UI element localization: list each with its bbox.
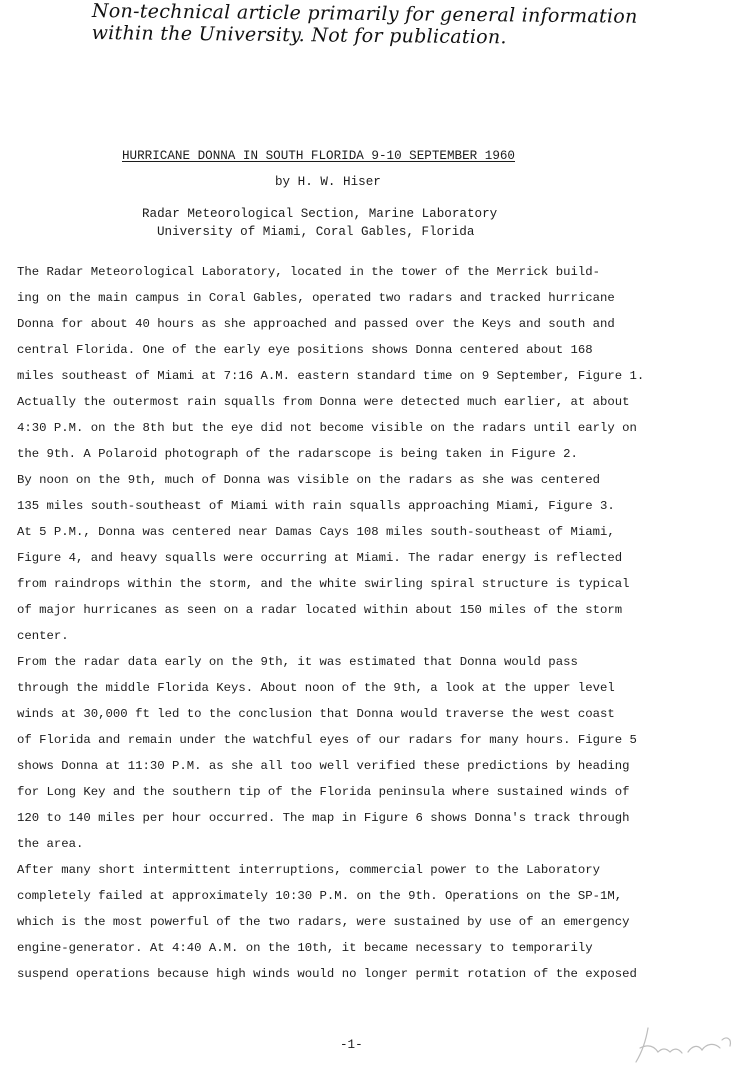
body-line: From the radar data early on the 9th, it was estimated that Donna would pass [17,655,578,669]
handwritten-note [92,0,742,51]
body-line: the area. [17,837,84,851]
body-line: winds at 30,000 ft led to the conclusion that Donna would traverse the west coast [17,707,615,721]
body-line: completely failed at approximately 10:30 P.M. on the 9th. Operations on the SP-1M, [17,889,623,903]
body-line: shows Donna at 11:30 P.M. as she all too well verified these predictions by heading [17,759,630,773]
body-line: Actually the outermost rain squalls from Donna were detected much earlier, at about [17,395,630,409]
body-line: After many short intermittent interruptions, commercial power to the Laboratory [17,863,600,877]
body-line: engine-generator. At 4:40 A.M. on the 10th, it became necessary to temporarily [17,941,593,955]
page-number: -1- [340,1038,363,1052]
handwritten-note-line-1: Non-technical article primarily for general information [91,0,638,28]
body-line: central Florida. One of the early eye positions shows Donna centered about 168 [17,343,593,357]
affiliation-line-2: University of Miami, Coral Gables, Florida [157,225,475,239]
handwritten-note-line-2: within the University. Not for publication. [91,21,507,49]
body-line: for Long Key and the southern tip of the Florida peninsula where sustained winds of [17,785,630,799]
body-line: of major hurricanes as seen on a radar located within about 150 miles of the storm [17,603,623,617]
body-line: which is the most powerful of the two radars, were sustained by use of an emergency [17,915,630,929]
handwritten-signature [618,1018,748,1066]
body-line: ing on the main campus in Coral Gables, operated two radars and tracked hurricane [17,291,615,305]
body-line: At 5 P.M., Donna was centered near Damas Cays 108 miles south-southeast of Miami, [17,525,615,539]
body-line: center. [17,629,69,643]
body-line: through the middle Florida Keys. About noon of the 9th, a look at the upper level [17,681,615,695]
body-line: The Radar Meteorological Laboratory, located in the tower of the Merrick build- [17,265,600,279]
affiliation-line-1: Radar Meteorological Section, Marine Laboratory [142,207,498,221]
body-line: the 9th. A Polaroid photograph of the radarscope is being taken in Figure 2. [17,447,578,461]
body-line: Figure 4, and heavy squalls were occurring at Miami. The radar energy is reflected [17,551,623,565]
body-line: 4:30 P.M. on the 8th but the eye did not become visible on the radars until early on [17,421,637,435]
author-byline: by H. W. Hiser [275,175,381,189]
body-line: from raindrops within the storm, and the white swirling spiral structure is typical [17,577,630,591]
document-title: HURRICANE DONNA IN SOUTH FLORIDA 9-10 SEPTEMBER 1960 [122,149,515,163]
body-line: suspend operations because high winds would no longer permit rotation of the exposed [17,967,637,981]
body-line: of Florida and remain under the watchful eyes of our radars for many hours. Figure 5 [17,733,637,747]
document-body [17,259,742,987]
body-line: 120 to 140 miles per hour occurred. The map in Figure 6 shows Donna's track through [17,811,630,825]
body-line: miles southeast of Miami at 7:16 A.M. eastern standard time on 9 September, Figure 1. [17,369,645,383]
body-line: Donna for about 40 hours as she approached and passed over the Keys and south and [17,317,615,331]
body-line: By noon on the 9th, much of Donna was visible on the radars as she was centered [17,473,600,487]
body-line: 135 miles south-southeast of Miami with rain squalls approaching Miami, Figure 3. [17,499,615,513]
